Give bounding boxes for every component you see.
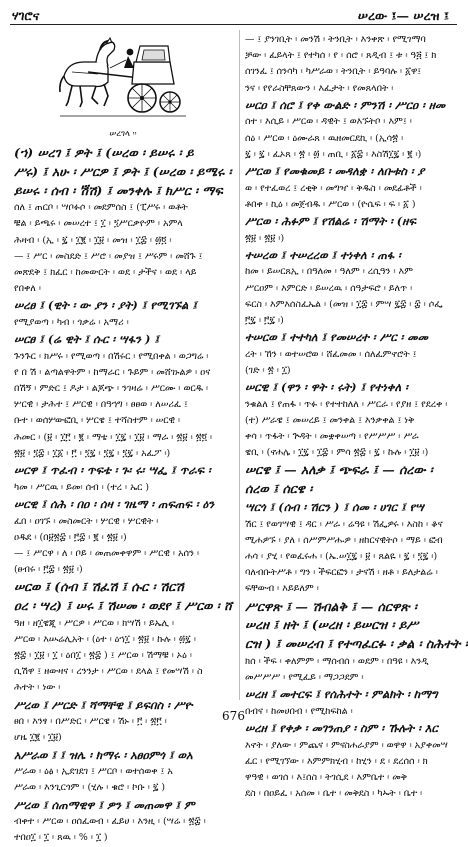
text-line: ዐዱደ ፡ (በ፱፳፰ ፡ ፫፰ ፡ ፪ ፡ ፳፱ ፡) bbox=[14, 531, 127, 543]
headword-line: (ኀ) ሠረገ ፤ ዎት ፤ (ሠረወ ፡ ይሠሩ ፡ ይ bbox=[14, 145, 194, 160]
text-line: ሰዕ ፡ ሥርወ ፡ ዕሙራጸ ፡ ዉዘመርደኪ ፡ (ኢሳ፳ ፡ bbox=[245, 132, 404, 144]
page-number: 676 bbox=[222, 709, 245, 723]
text-line: የ በ ሽ ፡ ልጣልዋትም ፡ ከማራር ፡ ጉይም ፡ መሸገኑልዎ ፡ ዐና bbox=[14, 366, 211, 378]
chariot-icon bbox=[58, 32, 188, 128]
text-line: ሕዛብ ፡ (ኢ ፡ ፯ ፡ ፲፪ ፡ ፲፱ ፡ መዝ ፡ ፲፰ ፡ ፴፬ ፡ bbox=[14, 234, 172, 246]
text-line: ወ ፡ የተፈወረ ፤ ረቂቅ ፡ መግዣ ፡ ቅዱስ ፡ መደፊቶች ፡ bbox=[245, 182, 422, 194]
text-line: ሥራወ ፡ ዕፅ ፡ ኢደገደገ ፤ ሥርቦ ፡ ወተሰወቀ ፤ አ bbox=[14, 766, 173, 778]
text-line: ዋዓዊ ፡ ወገሰ ፡ እ፤ሰስ ፡ ትገሲደ ፡ እምቤተ ፡ መቅ bbox=[245, 771, 408, 783]
text-line: ረት ፡ ኸን ፡ ወተሠሮወ ፡ ሸፈመመ ፡ ሰለፈምኖሮት ፤ bbox=[245, 348, 417, 360]
text-line: ተበዐ፲ ፡ ፲ ፡ ጸዉ ፡ % ፡ ፲ ) bbox=[14, 832, 108, 844]
text-line: በሽኝ ፡ ምድር ፤ ዶታ ፡ ልጆጭ ፡ ንገዛሬ ፡ ሥርሙ ፡ ወርዱ ፡ bbox=[14, 383, 209, 395]
text-line: ፳፰ ፡ ፲፱ ፡ ፲ ፡ ዕበ፲ ፡ ፳፰ ) ፤ ሥርወ ፡ ሽማቹ ፡ ኦዕ ፡ bbox=[14, 650, 193, 662]
headword-line: ሠርወ ፤ (ሰብ ፤ ሽፈሽ ፤ ሱር ፡ ሽርሽ bbox=[14, 579, 184, 595]
text-line: ፳፱ ፡ ፳፱ ፡) bbox=[245, 232, 285, 244]
text-line: ሲሽዋ ፤ ዘውዛና ፡ ረንንታ ፡ ሥርወ ፡ ደላል ፤ የመሣሽ ፡ ስ bbox=[14, 666, 203, 678]
text-line: ሆዜ ፲፪ ፡ ፲፱) bbox=[14, 732, 62, 744]
headword-line: ሠርዊ ፤ (ዋን ፡ ዋት ፡ ሩት) ፤ የተነቀለ ፡ bbox=[245, 380, 408, 395]
text-line: ሥራወ ፡ እንጊርጎም ፡ (ሂሉ ፡ ቁሮ ፡ ኮቡ ፡ ፯ ) bbox=[14, 782, 166, 794]
text-line: ንና ፡ የየራስቸጸውን ፡ እፈታት ፡ የመጸላበት ፡ bbox=[245, 82, 394, 94]
headword-line: ሠረፀ ፤ (ዊት ፡ ው ያን ፡ ያት) ፤ የሚገኙል ፤ bbox=[14, 298, 197, 313]
text-line: ቶበቀ ፡ ኪዕ ፡ መጀብዱ ፡ ሥርወ ፡ (ዮሴፍ ፡ ፍ ፡ ፩ ) bbox=[245, 198, 416, 210]
headword-line: ተሠርወ ፤ ተተካለ ፤ የመሠረተ ፡ ሥር ፡ መመ bbox=[245, 330, 428, 345]
headword-line: ሥርወ ፤ የመቁመይ ፡ መዳለቋ ፡ ለቡቱስ ፡ ያ bbox=[245, 163, 425, 178]
text-line: — ፤ ሥርዋ ፡ ለ ፡ ቦይ ፡ መጠመቀዋም ፡ ሥርዊ ፡ አሰን ፡ bbox=[14, 547, 200, 559]
right-column bbox=[245, 32, 468, 800]
text-line: ጉንጉር ፡ ክሥሩ ፡ የሚወጣ ፡ በሽሩር ፡ የሚበቀል ፡ ወጋግሬ ፡ bbox=[14, 350, 209, 362]
text-line: ቻው ፡ ፈይላት ፤ የተካሰ ፡ የ ፡ ሰሮ ፡ ጸዲብ ፤ ቱ ፡ ዓ፭ ፤ ክ bbox=[245, 50, 437, 62]
illustration-caption: ሠረገላ ። bbox=[109, 129, 137, 139]
text-line: ብቀተ ፡ ሥርወ ፡ ዐሰፈወብ ፡ ፈይሀ ፡ እንዚ ፡ (ሣሬ ፡ ፳፰ ፡ bbox=[14, 816, 206, 828]
headword-line: ሠርዐ ፤ ሰሮ ፤ የቀ ውልድ ፡ ምንሽ ፡ ሥርዐ ፡ ዘመ bbox=[245, 97, 446, 112]
text-line: ፍርስ ፡ እምእሰስፈኤል ፡ (መዝ ፡ ፲፰ ፡ ምሣ ፯፰ ፡ ፰ ፡ ሶፌ bbox=[245, 298, 443, 310]
headword-line: ሥረወ ፤ ሰጠማዊዋ ፤ ዎን ፤ መጠመዋ ፤ ም bbox=[14, 797, 195, 812]
headword-line: ሠርፀ ፤ (ሬ ዊት ፤ ሱር ፡ ሣፋን ) ፤ bbox=[14, 332, 159, 347]
text-line: ሥርዐም ፡ እምርድ ፡ ይሠረዉ ፡ ሰዓታፍሮ ፡ ይለጥ ፡ bbox=[245, 282, 413, 294]
text-line: ፍቸውብ ፡ እይይለም ፡ bbox=[245, 583, 319, 595]
headword-line: ሥርዋጽ ፤ — ሽብልቅ ፤ — ሰርዋጽ ፡ bbox=[245, 598, 417, 614]
text-line: ንቁልለ ፤ የጠፋ ፡ ጥፉ ፡ የተተከለለ ፡ ሥርራ ፡ የያዘ ፤ የደረቀ ፡ bbox=[245, 398, 448, 410]
headword-line: አሥራወ ፤ ፤ ዝሌ ፡ ክማሩ ፡ አፀዐምጎ ፤ ወአ bbox=[14, 747, 193, 762]
headword-line: ዐረ ፡ ሣረ) ፤ ሠሩ ፤ ሽሠመ ፡ ወደየ ፤ ሥርወ ፡ ሸ bbox=[14, 597, 232, 613]
text-line: መሥሥሥ ፡ የሚፈይ ፡ ማጋጋደም ፡ bbox=[245, 671, 364, 683]
text-line: ባለብቡትሥቶ ፡ ግን ፡ ችፍርፎን ፡ ታናሽ ፡ ዘቶ ፡ ይለታልሬ ፡ bbox=[245, 567, 438, 579]
text-line: ሚሐዎኙ ፡ ያለ ፡ ሰሥምሥሑዎ ፡ ዘከርናዊትሶ ፡ ማይ ፡ ፎብ bbox=[245, 534, 443, 546]
text-line: — ፤ ሥር ፡ መስደድ ፤ ሥሮ ፡ መያዝ ፤ ሥሩም ፡ መሸጉ ፤ bbox=[14, 250, 203, 262]
text-line: ደስ ፡ በዐይፈ ፡ አሰመ ፡ ቤተ ፡ መቅደስ ፡ ካኡት ፡ ቤተ ፡ bbox=[245, 788, 423, 800]
text-line: ሰለ ፤ ጠርቦ ፡ ሣቦፉሶ ፡ መደምሰስ ፤ (ፒሥሩ ፡ ወቶት bbox=[14, 202, 188, 214]
text-line: ሦርዊ ፡ ታሕተ ፤ ሥርዊ ፡ በዓኀግ ፡ ፀፀወ ፡ ለሠሪፈ ፤ bbox=[14, 399, 188, 411]
headword-line: ሰረወ ፤ ሰርዌ ፡ bbox=[245, 481, 313, 497]
text-line: ሰገንፈ ፤ ሰንሳካ ፡ ካሥራወ ፡ ትንቢት ፡ ይዓባሉ ፡ ፩ዋ፤ bbox=[245, 66, 422, 78]
headword-line: ሠርዋ ፤ ጥፈብ ፡ ጥፍቴ ፡ ጉ፡ ሩ፡ ሣፌ ፤ ጥራፍ ፡ bbox=[14, 463, 211, 477]
running-header bbox=[12, 6, 455, 26]
text-line: (ተ) ሥራዌ ፤ መሠረይ ፤ መንቀል ፤ እንቃቀል ፤ ነቅ bbox=[245, 414, 415, 426]
headword-line: ተሠረወ ፤ ተሠረረወ ፤ ተነቀለ ፡ ጠፋ ፡ bbox=[245, 247, 401, 262]
text-line: የበቀለ ፡ bbox=[14, 283, 41, 295]
text-line: (ፀብሩ ፡ ፫፰ ፡ ፳፱ ፡) bbox=[14, 564, 83, 576]
text-line: ሕመር ፡ (፱ ፡ ፲፫ ፡ ፪ ፡ ማቴ ፡ ፲፯ ፡ ፲፱ ፡ ማራ ፡ ፳፱ ፡ ፳፬ ፡ bbox=[14, 431, 213, 443]
text-line: ፳፱ ፡ ፺፰ ፡ ፲፩ ፡ ፫ ፡ ፺፯ ፡ ፺፯ ፡ ፺፯ ፡ አፈፖ ፡) bbox=[14, 447, 171, 459]
text-line: ቹል ፡ ይጫሩ ፡ መሠረተ ፤ ፲ ፡ ፺ሥርቃዮም ፡ አምላ bbox=[14, 218, 183, 230]
text-line: ሐሳ ፡ ያሂ ፡ የወፈሩሐ ፡ (ኤ.ሠ፲፯ ፡ ፱ ፡ ጸልዬ ፡ ፯ ፡ ፺፯ ፡) bbox=[245, 550, 438, 562]
text-line: መጽደቅ ፤ ክፈር ፡ ከመውርት ፡ ወደ ፡ ታችና ፡ ወደ ፡ ላይ bbox=[14, 266, 197, 278]
headword-line: ሣርጎ ፤ (ሰብ ፡ ሽርን ) ፤ ሰመ ፡ ሀገር ፤ የሣ bbox=[245, 499, 424, 514]
text-line: ሕተት ፡ ነው ፡ bbox=[14, 682, 61, 694]
chariot-illustration bbox=[14, 32, 232, 144]
text-line: ቡተ ፡ ወሰሦውፎቢ ፡ ሦርዌ ፤ ተሻስተም ፡ ሠርዊ ፡ bbox=[14, 415, 181, 427]
header-rule bbox=[10, 24, 457, 25]
text-line: ዓዘ ፡ ዘ፲ዌጂ ፡ ሥርዎ ፡ ሥርወ ፡ ክሣሽ ፡ ይኤሊ ፡ bbox=[14, 617, 175, 629]
text-line: በብና ፡ ከመሀበብ ፡ የሚከፍከል ፡ bbox=[245, 705, 353, 717]
headword-line: ሥርወ ፡ ሕፉም ፤ የሽልሬ ፡ ሽማት ፡ (ዘፍ bbox=[245, 213, 416, 228]
text-line: ክሰ ፡ ችፍ ፡ ቀለምም ፡ ማሰብሰ ፡ ወደም ፡ በዓዩ ፡ እንዲ bbox=[245, 655, 429, 667]
text-line: ዌቢ ፡ (ኖሐሌ ፡ ፲፯ ፡ ፲፰ ፡ ምሳ ፳፰ ፡ ፯ ፡ ኩሉ ፡ ፲፱ ፡) bbox=[245, 447, 429, 459]
text-line: ፯ ፡ ፯ ፡ ፈኦጸ ፡ ፳ ፡ ፴ ፡ ጠቢ ፡ ፩፰ ፡ እስሽ፲፯ ፡ ፪ ፡) bbox=[245, 148, 422, 160]
headword-line: ሠረዘ ፤ ዘት ፤ (ሠረዘ ፡ ይሠርዝ ፡ ይሥ bbox=[245, 617, 419, 633]
text-line: ቀሳ ፡ ጥፋት ፡ ጕዳት ፡ መቋቀሠጣ ፡ የሥሥሥ ፡ ሥራ bbox=[245, 431, 419, 443]
text-line: ፈር ፡ የሚገኘው ፡ እምምክሂብ ፡ ከሂን ፡ ደ ፡ ደረሰሰ ፡ ክ bbox=[245, 755, 428, 767]
headword-line: ሠርዌ ፤ — አለቃ ፤ ጭፍራ ፤ — ሰረው ፡ bbox=[245, 462, 433, 478]
text-line: ሰተ ፡ እሲይ ፡ ሥርወ ፡ ዳዊት ፤ ወእኙትቦ ፡ እም፤ ፡ bbox=[245, 116, 412, 128]
headword-line: ይሠሩ ፡ ሰብ ፡ ሽ፝ሽ) ፤ መንቀሉ ፤ ክሥር ፡ ማፍ bbox=[14, 182, 223, 198]
text-line: የሚያወጣ ፡ ካብ ፡ ጎቃሬ ፡ አማሪ ፡ bbox=[14, 316, 129, 328]
text-line: ፈበ ፡ ዐገኙ ፡ መስመርት ፡ ሦርዊ ፡ ሦርዊት ፡ bbox=[14, 515, 159, 527]
header-left: ሃገሮና bbox=[12, 8, 40, 23]
text-line: ከመ ፡ ይሠርጸኢ ፡ በዓለመ ፡ ዓለም ፡ ረሲዓን ፡ እም bbox=[245, 266, 413, 278]
headword-line: ሠረዘ ፤ የቀቃ ፡ መገንጠያ ፡ ስም ፡ ኹሉት ፡ እር bbox=[245, 720, 438, 735]
text-line: ሥርወ ፡ እሡሬሊአት ፡ (ዕተ ፡ ዕኀ፲ ፡ ፳፱ ፡ ኩሉ ፡ ፴፯ ፡ bbox=[14, 633, 196, 645]
text-line: ሽር ፤ የወገሣዊ ፤ ዳር ፡ ሥራ ፡ ሬዓዩ ፡ ሽፌዎሩ ፡ እስከ ፡ ቆና bbox=[245, 518, 443, 530]
headword-line: ርዝ ) ፤ መሠረብ ፤ የተጣፈርፉ ፡ ቃል ፡ ስሕተት ፡ bbox=[245, 636, 468, 651]
column-divider bbox=[239, 30, 240, 700]
left-column bbox=[14, 32, 232, 844]
headword-line: ሠረዘ ፤ መተርፍ ፤ የሰሕተት ፡ ምልክት ፡ ከማግ bbox=[245, 687, 438, 702]
text-line: — ፤ ያንገቢት ፡ መንሽ ፡ ትንቢት ፡ እንቀጽ ፡ የሚገማባ bbox=[245, 34, 426, 45]
headword-line: ሥረወ ፤ ሥርድ ፤ ሻማቸዊ ፤ ይፍበስ ፡ ሥዮ bbox=[14, 697, 193, 712]
text-line: (ገድ ፡ ፳ ፡ ፲) bbox=[245, 364, 291, 376]
headword-line: ሠርዊ ፤ ሰሕ ፡ በዐ ፡ ሰዛ ፡ ገዜማ ፡ ጠፍጠፍ ፡ ዕን bbox=[14, 496, 215, 511]
text-line: ካመ ፡ ሥርዉ ፡ ይመ፡ ሰብ ፡ (ተረ ፡ ኤር ) bbox=[14, 481, 149, 493]
text-line: ፀበ ፡ እንፃ ፡ በሥድር ፡ ሥርዌ ፡ ሽኑ ፡ ፫ ፡ ፳፫ ፡ bbox=[14, 716, 167, 728]
header-right: ሠረው ፤— ሠረዝ ፤ bbox=[357, 8, 449, 23]
text-line: ፫፯ ፡ ፫፯ ፡) bbox=[245, 314, 284, 326]
headword-line: ሥሩ) ፤ አሁ ፡ ሥርዎ ፤ ዎት ፤ (ሠረወ ፡ ይሜሩ ፡ bbox=[14, 163, 232, 179]
text-line: እኖት ፡ ያለው ፡ ምጨና ፡ ምናስሐራያም ፡ ወዋዋ ፡ አያቀመሣ bbox=[245, 739, 448, 751]
